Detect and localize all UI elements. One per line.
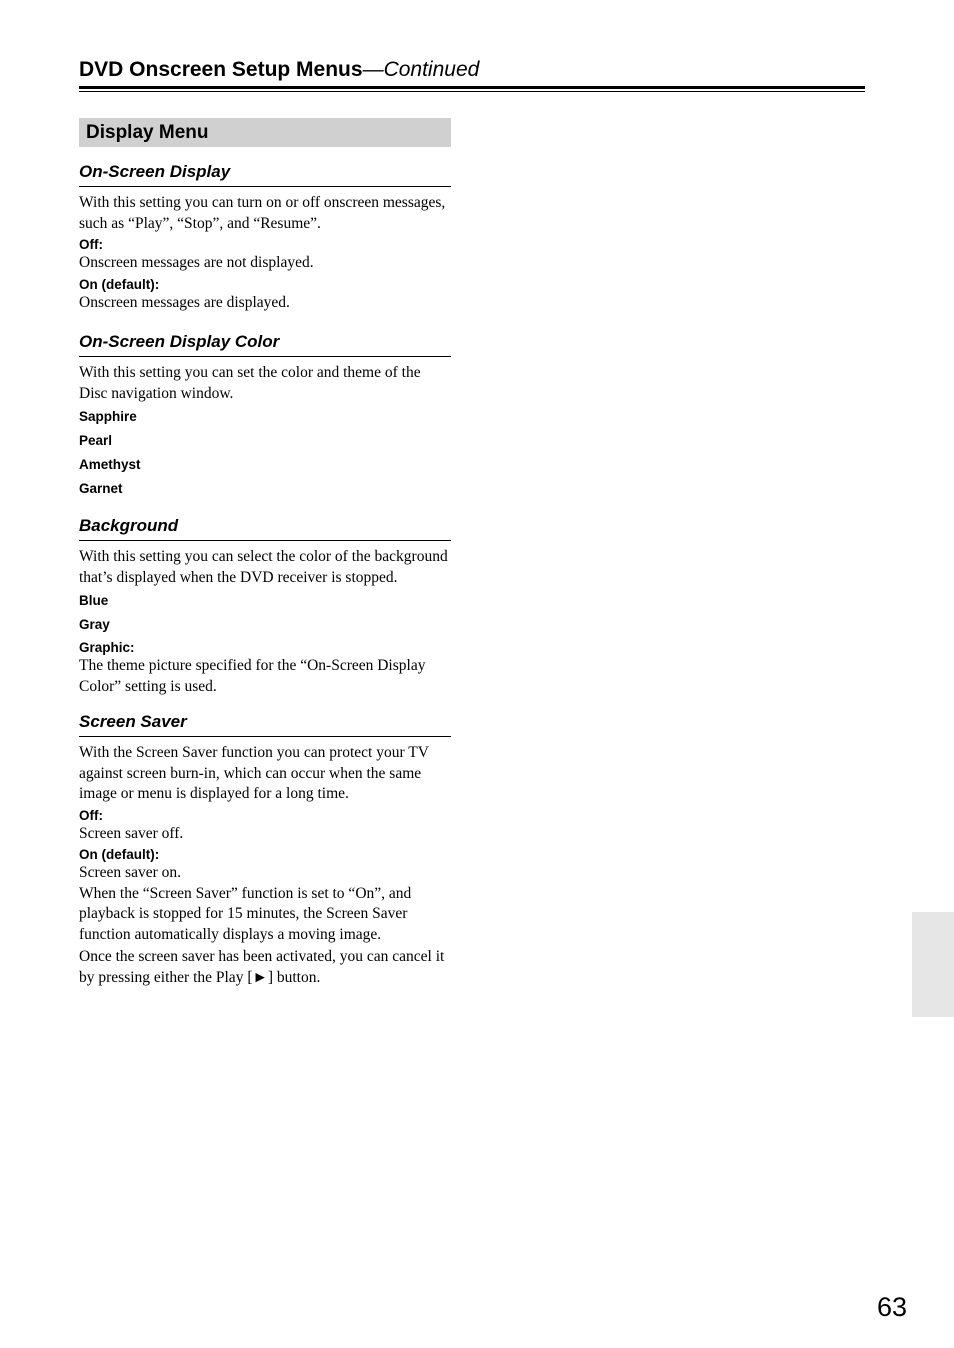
section-title: Screen Saver xyxy=(79,711,451,737)
color-options-list xyxy=(79,405,451,501)
option-label-graphic: Graphic: xyxy=(79,640,135,655)
option-description: Onscreen messages are displayed. xyxy=(79,293,290,311)
screen-saver-note: Once the screen saver has been activated, you can cancel it by pressing either the Play [►] button. xyxy=(79,948,445,986)
option-label-on: On (default): xyxy=(79,847,160,862)
header-title-main: DVD Onscreen Setup Menus xyxy=(79,58,363,81)
option-garnet: Garnet xyxy=(79,481,123,496)
header-rule-thick xyxy=(79,86,865,89)
option-label-off: Off: xyxy=(79,237,103,252)
content-column xyxy=(79,118,451,988)
option-pearl: Pearl xyxy=(79,433,113,448)
page-header xyxy=(79,56,865,92)
background-options-list xyxy=(79,589,451,637)
option-gray: Gray xyxy=(79,617,110,632)
option-description: The theme picture specified for the “On-Screen Display Color” setting is used. xyxy=(79,657,426,695)
section-intro: With the Screen Saver function you can protect your TV against screen burn-in, which can occur when the same image or menu is displayed for a long time. xyxy=(79,744,429,802)
section-screen-saver xyxy=(79,711,451,988)
option-description: Screen saver off. xyxy=(79,824,184,842)
option-sapphire: Sapphire xyxy=(79,409,137,424)
section-title: On-Screen Display xyxy=(79,161,451,187)
screen-saver-note: When the “Screen Saver” function is set to “On”, and playback is stopped for 15 minutes, the Screen Saver function automatically displays a moving image. xyxy=(79,884,412,943)
header-continued: —Continued xyxy=(362,58,480,81)
option-description: Screen saver on. xyxy=(79,864,181,881)
section-intro: With this setting you can set the color and theme of the Disc navigation window. xyxy=(79,364,421,402)
page-number: 63 xyxy=(876,1292,907,1322)
side-tab xyxy=(912,912,954,1017)
option-label-off: Off: xyxy=(79,807,103,823)
option-description: Onscreen messages are not displayed. xyxy=(79,254,314,271)
section-on-screen-display-color xyxy=(79,331,451,501)
option-amethyst: Amethyst xyxy=(79,457,141,472)
menu-title-bar: Display Menu xyxy=(79,118,451,147)
section-title: On-Screen Display Color xyxy=(79,331,451,357)
section-intro: With this setting you can turn on or off onscreen messages, such as “Play”, “Stop”, and “Resume”. xyxy=(79,194,446,232)
option-label-on: On (default): xyxy=(79,276,160,292)
section-background xyxy=(79,515,451,697)
header-title xyxy=(79,56,865,84)
section-title: Background xyxy=(79,515,451,541)
section-intro: With this setting you can select the color of the background that’s displayed when the DVD receiver is stopped. xyxy=(79,548,448,586)
option-blue: Blue xyxy=(79,593,109,608)
header-rule-thin xyxy=(79,91,865,92)
section-on-screen-display xyxy=(79,161,451,313)
